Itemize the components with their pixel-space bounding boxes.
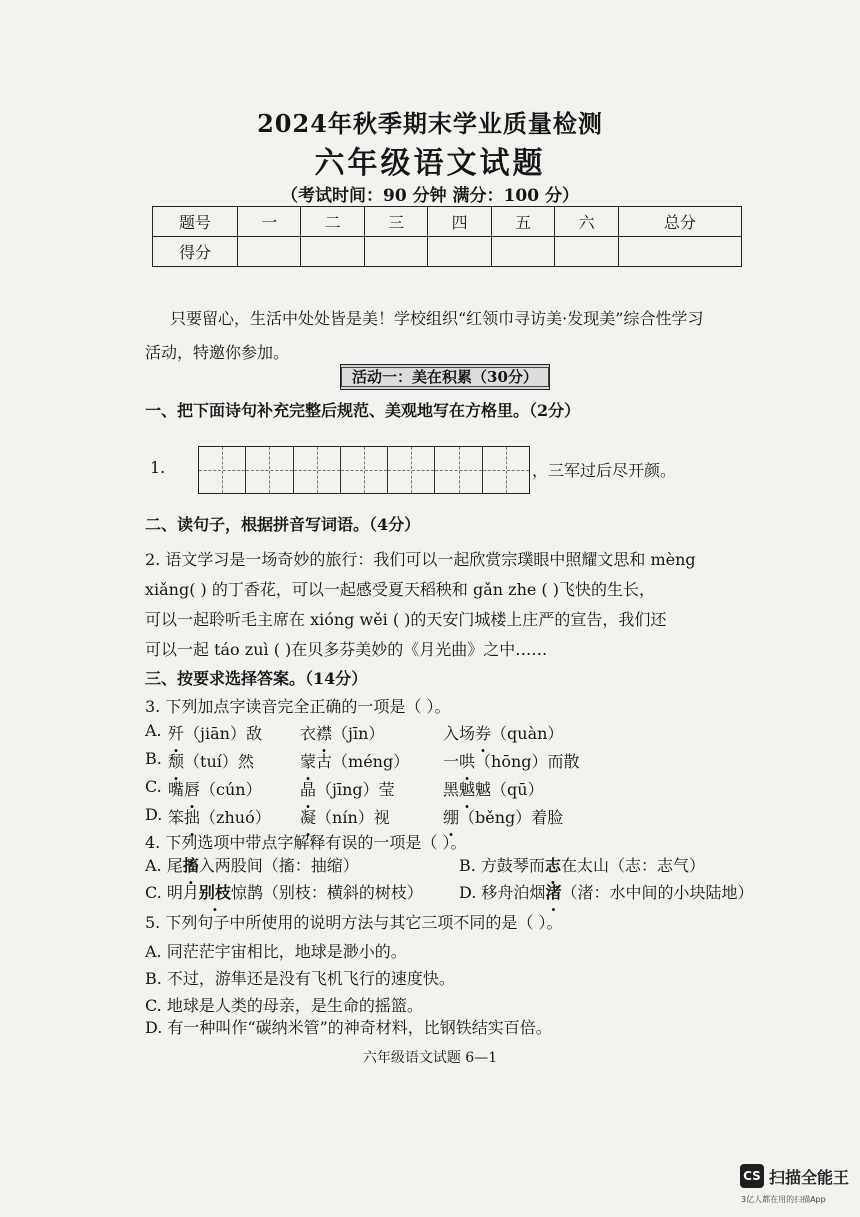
score-blank[interactable]: [491, 237, 554, 267]
plain-char: 黑: [443, 780, 460, 799]
dotted-char: 搐: [182, 856, 199, 875]
plain-char: 衣: [300, 724, 317, 743]
grid-cell[interactable]: [294, 447, 341, 493]
reading: （jiān）敌: [184, 724, 262, 743]
option-text: C. 明月: [145, 883, 199, 902]
score-blank[interactable]: [364, 237, 427, 267]
exam-title-line1: 2024年秋季期末学业质量检测: [257, 109, 603, 138]
dotted-char: 魆: [459, 780, 476, 799]
score-cell: 题号: [153, 207, 238, 237]
reading: 古（méng）: [316, 752, 410, 771]
score-cell: 总分: [618, 207, 741, 237]
score-blank[interactable]: [618, 237, 741, 267]
q5-option-c[interactable]: C. 地球是人类的母亲，是生命的摇篮。: [145, 996, 423, 1015]
score-table-header-row: [153, 207, 742, 237]
dotted-char: 唇: [184, 780, 201, 799]
section2-heading: 二、读句子，根据拼音写词语。（4分）: [145, 515, 421, 534]
dotted-char: 绷: [443, 808, 460, 827]
q3-b-item2: [300, 749, 409, 772]
plain-char: 入场: [443, 724, 476, 743]
q4-stem: 4. 下列选项中带点字解释有误的一项是（ ）。: [145, 833, 467, 852]
dotted-char: 晶: [300, 780, 317, 799]
page-footer: 六年级语文试题 6—1: [362, 1050, 498, 1066]
option-text: D. 移舟泊烟: [459, 883, 546, 902]
plain-char: 笨: [168, 808, 185, 827]
q5-option-b[interactable]: B. 不过，游隼还是没有飞机飞行的速度快。: [145, 969, 455, 988]
q3-d-item1: [168, 805, 271, 828]
score-blank[interactable]: [428, 237, 491, 267]
q3-b-item3: [443, 749, 580, 772]
intro-line1: 只要留心，生活中处处皆是美！学校组织“红领巾寻访美·发现美”综合性学习: [170, 309, 704, 328]
q4-option-c[interactable]: [145, 880, 423, 903]
sec2-line: xiǎng( ) 的丁香花，可以一起感受夏天稻秧和 gǎn zhe ( )飞快的生长，: [145, 580, 656, 599]
reading: （jīng）莹: [316, 780, 395, 799]
dotted-char: 哄: [459, 752, 476, 771]
dotted-char: 渚: [545, 883, 562, 902]
dotted-char: 凝: [300, 808, 317, 827]
dotted-char: 歼: [168, 724, 185, 743]
q3-c-item3: [443, 777, 544, 800]
score-cell: 三: [364, 207, 427, 237]
intro-line2: 活动，特邀你参加。: [145, 343, 290, 362]
q3-option-a[interactable]: [145, 721, 162, 740]
activity-banner: [340, 364, 550, 390]
option-label: D.: [145, 805, 163, 824]
q3-option-b[interactable]: [145, 749, 162, 768]
scanner-watermark: [740, 1164, 849, 1188]
option-text: 入两股间（搐：抽缩）: [198, 856, 359, 875]
camscanner-logo-icon: CS: [740, 1164, 764, 1188]
q3-c-item1: [168, 777, 262, 800]
q3-b-item1: [168, 749, 254, 772]
option-label: B.: [145, 749, 162, 768]
sec2-line: 2. 语文学习是一场奇妙的旅行：我们可以一起欣赏宗璞眼中照耀文思和 mèng: [145, 550, 696, 569]
writing-grid[interactable]: [198, 446, 530, 494]
score-cell: 六: [555, 207, 618, 237]
grid-cell[interactable]: [246, 447, 293, 493]
score-cell: 一: [238, 207, 301, 237]
grid-cell[interactable]: [435, 447, 482, 493]
reading: （quàn）: [491, 724, 564, 743]
sec2-line: 可以一起聆听毛主席在 xióng wěi ( )的天安门城楼上庄严的宣告，我们还: [145, 610, 667, 629]
score-cell: 五: [491, 207, 554, 237]
q3-stem: 3. 下列加点字读音完全正确的一项是（ ）。: [145, 697, 451, 716]
option-text: A. 尾: [145, 856, 183, 875]
dotted-char: 志: [544, 856, 561, 875]
reading: （zhuó）: [200, 808, 271, 827]
q3-a-item3: [443, 721, 563, 744]
exam-time-and-score: （考试时间：90 分钟 满分：100 分）: [281, 186, 579, 206]
q3-a-item2: [300, 721, 384, 744]
grid-cell[interactable]: [483, 447, 529, 493]
dotted-char: 襟: [316, 724, 333, 743]
q3-option-c[interactable]: [145, 777, 162, 796]
plain-char: 嘴: [168, 780, 185, 799]
score-blank[interactable]: [238, 237, 301, 267]
reading: （nín）视: [316, 808, 390, 827]
poem-line-tail: ，三军过后尽开颜。: [532, 461, 677, 480]
option-label: C.: [145, 777, 162, 796]
dotted-char: 颓: [168, 752, 185, 771]
grid-cell[interactable]: [388, 447, 435, 493]
reading: （hōng）而散: [475, 752, 580, 771]
q5-stem: 5. 下列句子中所使用的说明方法与其它三项不同的是（ ）。: [145, 913, 563, 932]
option-text: （渚：水中间的小块陆地）: [561, 883, 754, 902]
reading: （běng）着脸: [459, 808, 564, 827]
question-number: 1.: [150, 458, 166, 477]
grid-cell[interactable]: [341, 447, 388, 493]
q3-a-item1: [168, 721, 262, 744]
plain-char: 一: [443, 752, 460, 771]
q3-c-item2: [300, 777, 395, 800]
option-text: B. 方鼓琴而: [459, 856, 545, 875]
q3-d-item2: [300, 805, 390, 828]
option-text: 在太山（志：志气）: [560, 856, 705, 875]
q4-option-a[interactable]: [145, 853, 359, 876]
watermark-name: 扫描全能王: [769, 1167, 850, 1187]
activity-banner-label: 活动一：美在积累（30分）: [341, 367, 549, 387]
q3-d-item3: [443, 805, 563, 828]
q5-option-d[interactable]: D. 有一种叫作“碳纳米管”的神奇材料，比钢铁结实百倍。: [145, 1018, 552, 1037]
dotted-char: 券: [475, 724, 492, 743]
score-blank[interactable]: [555, 237, 618, 267]
option-label: A.: [145, 721, 162, 740]
reading: 魆（qū）: [475, 780, 544, 799]
reading: （tuí）然: [184, 752, 254, 771]
section3-heading: 三、按要求选择答案。（14分）: [145, 669, 368, 688]
watermark-tagline: 3亿人都在用的扫描App: [741, 1195, 826, 1204]
score-cell: 得分: [153, 237, 238, 267]
dotted-char: 拙: [184, 808, 201, 827]
score-cell: 四: [428, 207, 491, 237]
reading: （cún）: [200, 780, 262, 799]
reading: （jīn）: [332, 724, 385, 743]
sec2-line: 可以一起 táo zuì ( )在贝多芬美妙的《月光曲》之中……: [145, 640, 548, 659]
section1-heading: 一、把下面诗句补充完整后规范、美观地写在方格里。（2分）: [145, 401, 581, 420]
q4-option-b[interactable]: [459, 853, 705, 876]
q5-option-a[interactable]: A. 同茫茫宇宙相比，地球是渺小的。: [145, 942, 407, 961]
option-text: 惊鹊（别枝：横斜的树枝）: [230, 883, 423, 902]
score-blank[interactable]: [301, 237, 364, 267]
dotted-char: 别枝: [198, 883, 231, 902]
score-cell: 二: [301, 207, 364, 237]
score-table: [152, 206, 742, 267]
q4-option-d[interactable]: [459, 880, 753, 903]
grid-cell[interactable]: [199, 447, 246, 493]
exam-title-line2: 六年级语文试题: [314, 146, 546, 181]
score-table-score-row: [153, 237, 742, 267]
q3-option-d[interactable]: [145, 805, 162, 824]
dotted-char: 蒙: [300, 752, 317, 771]
